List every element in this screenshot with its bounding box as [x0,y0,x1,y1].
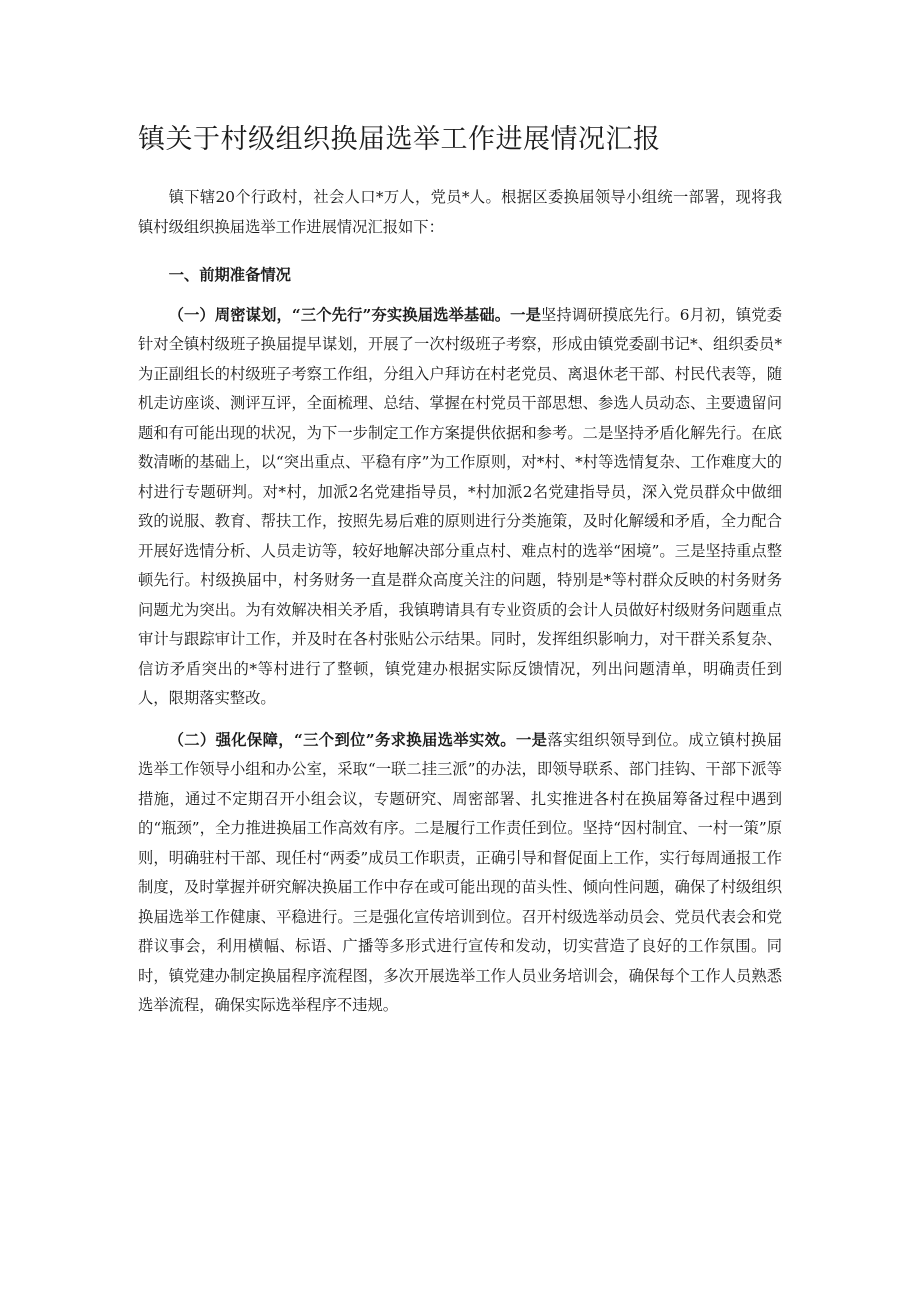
section-2-paragraph [138,726,782,1021]
section-1-paragraph [138,301,782,714]
section-2-lead: （二）强化保障，“三个到位”务求换届选举实效。一是 [168,730,548,749]
section-1-body: 坚持调研摸底先行。6月初，镇党委针对全镇村级班子换届提早谋划，开展了一次村级班子考察，形成由镇党委副书记*、组织委员*为正副组长的村级班子考察工作组，分组入户拜访在村老党员、离退休老干部、村民代表等，随机走访座谈、测评互评，全面梳理、总结、掌握在村党员干部思想、参选人员动态、主要遗留问题和有可能出现的状况，为下一步制定工作方案提供依据和参考。二是坚持矛盾化解先行。在底数清晰的基础上，以“突出重点、平稳有序”为工作原则，对*村、*村等选情复杂、工作难度大的村进行专题研判。对*村，加派2名党建指导员，*村加派2名党建指导员，深入党员群众中做细致的说服、教育、帮扶工作，按照先易后难的原则进行分类施策，及时化解缓和矛盾，全力配合开展好选情分析、人员走访等，较好地解决部分重点村、难点村的选举“困境”。三是坚持重点整顿先行。村级换届中，村务财务一直是群众高度关注的问题，特别是*等村群众反映的村务财务问题尤为突出。为有效解决相关矛盾，我镇聘请具有专业资质的会计人员做好村级财务问题重点审计与跟踪审计工作，并及时在各村张贴公示结果。同时，发挥组织影响力，对干群关系复杂、信访矛盾突出的*等村进行了整顿，镇党建办根据实际反馈情况，列出问题清单，明确责任到人，限期落实整改。 [138,305,782,707]
section-1-lead: （一）周密谋划，“三个先行”夯实换届选举基础。一是 [168,305,542,324]
document-title: 镇关于村级组织换届选举工作进展情况汇报 [138,124,661,155]
intro-paragraph: 镇下辖20个行政村，社会人口*万人，党员*人。根据区委换届领导小组统一部署，现将我镇村级组织换届选举工作进展情况汇报如下： [138,188,782,236]
section-heading-1: 一、前期准备情况 [168,266,291,284]
section-2-body: 落实组织领导到位。成立镇村换届选举工作领导小组和办公室，采取“一联二挂三派”的办法，即领导联系、部门挂钩、干部下派等措施，通过不定期召开小组会议，专题研究、周密部署、扎实推进各村在换届筹备过程中遇到的“瓶颈”，全力推进换届工作高效有序。二是履行工作责任到位。坚持“因村制宜、一村一策”原则，明确驻村干部、现任村“两委”成员工作职责，正确引导和督促面上工作，实行每周通报工作制度，及时掌握并研究解决换届工作中存在或可能出现的苗头性、倾向性问题，确保了村级组织换届选举工作健康、平稳进行。三是强化宣传培训到位。召开村级选举动员会、党员代表会和党群议事会，利用横幅、标语、广播等多形式进行宣传和发动，切实营造了良好的工作氛围。同时，镇党建办制定换届程序流程图，多次开展选举工作人员业务培训会，确保每个工作人员熟悉选举流程，确保实际选举程序不违规。 [138,730,782,1014]
